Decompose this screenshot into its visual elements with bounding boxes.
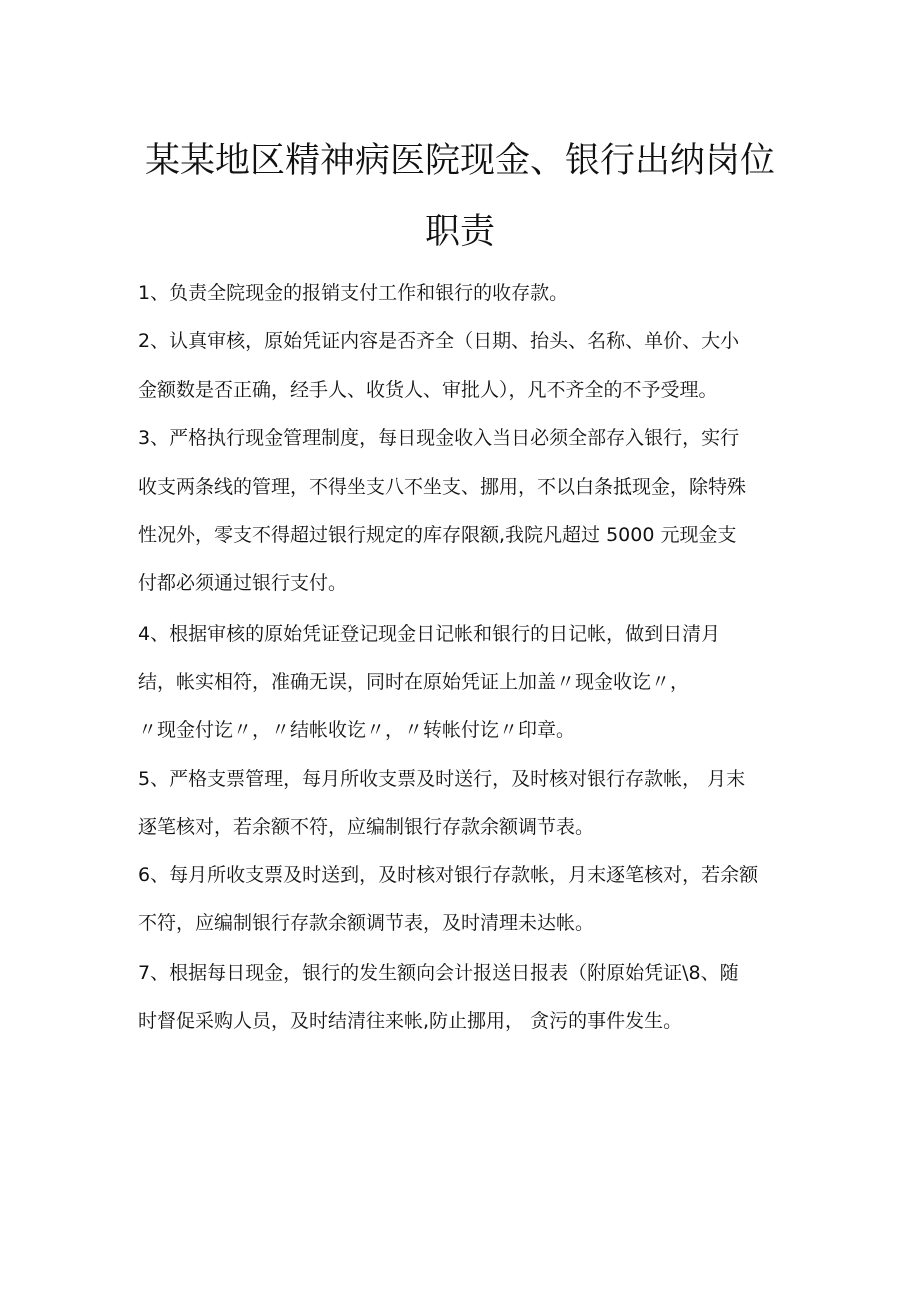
paragraph-3-line-3: 性况外，零支不得超过银行规定的库存限额,我院凡超过 5000 元现金支: [138, 524, 737, 546]
paragraph-2-line-1: 2、认真审核，原始凭证内容是否齐全（日期、抬头、名称、单价、大小: [138, 330, 740, 352]
paragraph-5-line-1: 5、严格支票管理，每月所收支票及时送行，及时核对银行存款帐， 月末: [138, 768, 746, 790]
paragraph-6-line-1: 6、每月所收支票及时送到，及时核对银行存款帐，月末逐笔核对，若余额: [138, 864, 759, 886]
paragraph-2-line-2: 金额数是否正确，经手人、收货人、审批人），凡不齐全的不予受理。: [138, 379, 718, 401]
paragraph-4-line-2: 结，帐实相符，准确无误，同时在原始凭证上加盖〃现金收讫〃，: [138, 671, 690, 693]
paragraph-7-line-1: 7、根据每日现金，银行的发生额向会计报送日报表（附原始凭证\8、随: [138, 962, 739, 984]
paragraph-3-line-4: 付都必须通过银行支付。: [138, 572, 348, 594]
paragraph-4-line-3: 〃现金付讫〃，〃结帐收讫〃，〃转帐付讫〃印章。: [138, 719, 576, 741]
document-title-line-1: 某某地区精神病医院现金、银行出纳岗位: [144, 141, 775, 181]
document-title-line-2: 职责: [424, 212, 495, 252]
paragraph-3-line-2: 收支两条线的管理，不得坐支八不坐支、挪用，不以白条抵现金，除特殊: [138, 476, 747, 498]
paragraph-3-line-1: 3、严格执行现金管理制度，每日现金收入当日必须全部存入银行，实行: [138, 427, 740, 449]
paragraph-5-line-2: 逐笔核对，若余额不符，应编制银行存款余额调节表。: [138, 816, 595, 838]
paragraph-7-line-2: 时督促采购人员，及时结清往来帐,防止挪用， 贪污的事件发生。: [138, 1010, 683, 1032]
paragraph-4-line-1: 4、根据审核的原始凭证登记现金日记帐和银行的日记帐，做到日清月: [138, 623, 721, 645]
paragraph-1-line-1: 1、负责全院现金的报销支付工作和银行的收存款。: [138, 282, 569, 304]
paragraph-6-line-2: 不符，应编制银行存款余额调节表，及时清理未达帐。: [138, 912, 595, 934]
